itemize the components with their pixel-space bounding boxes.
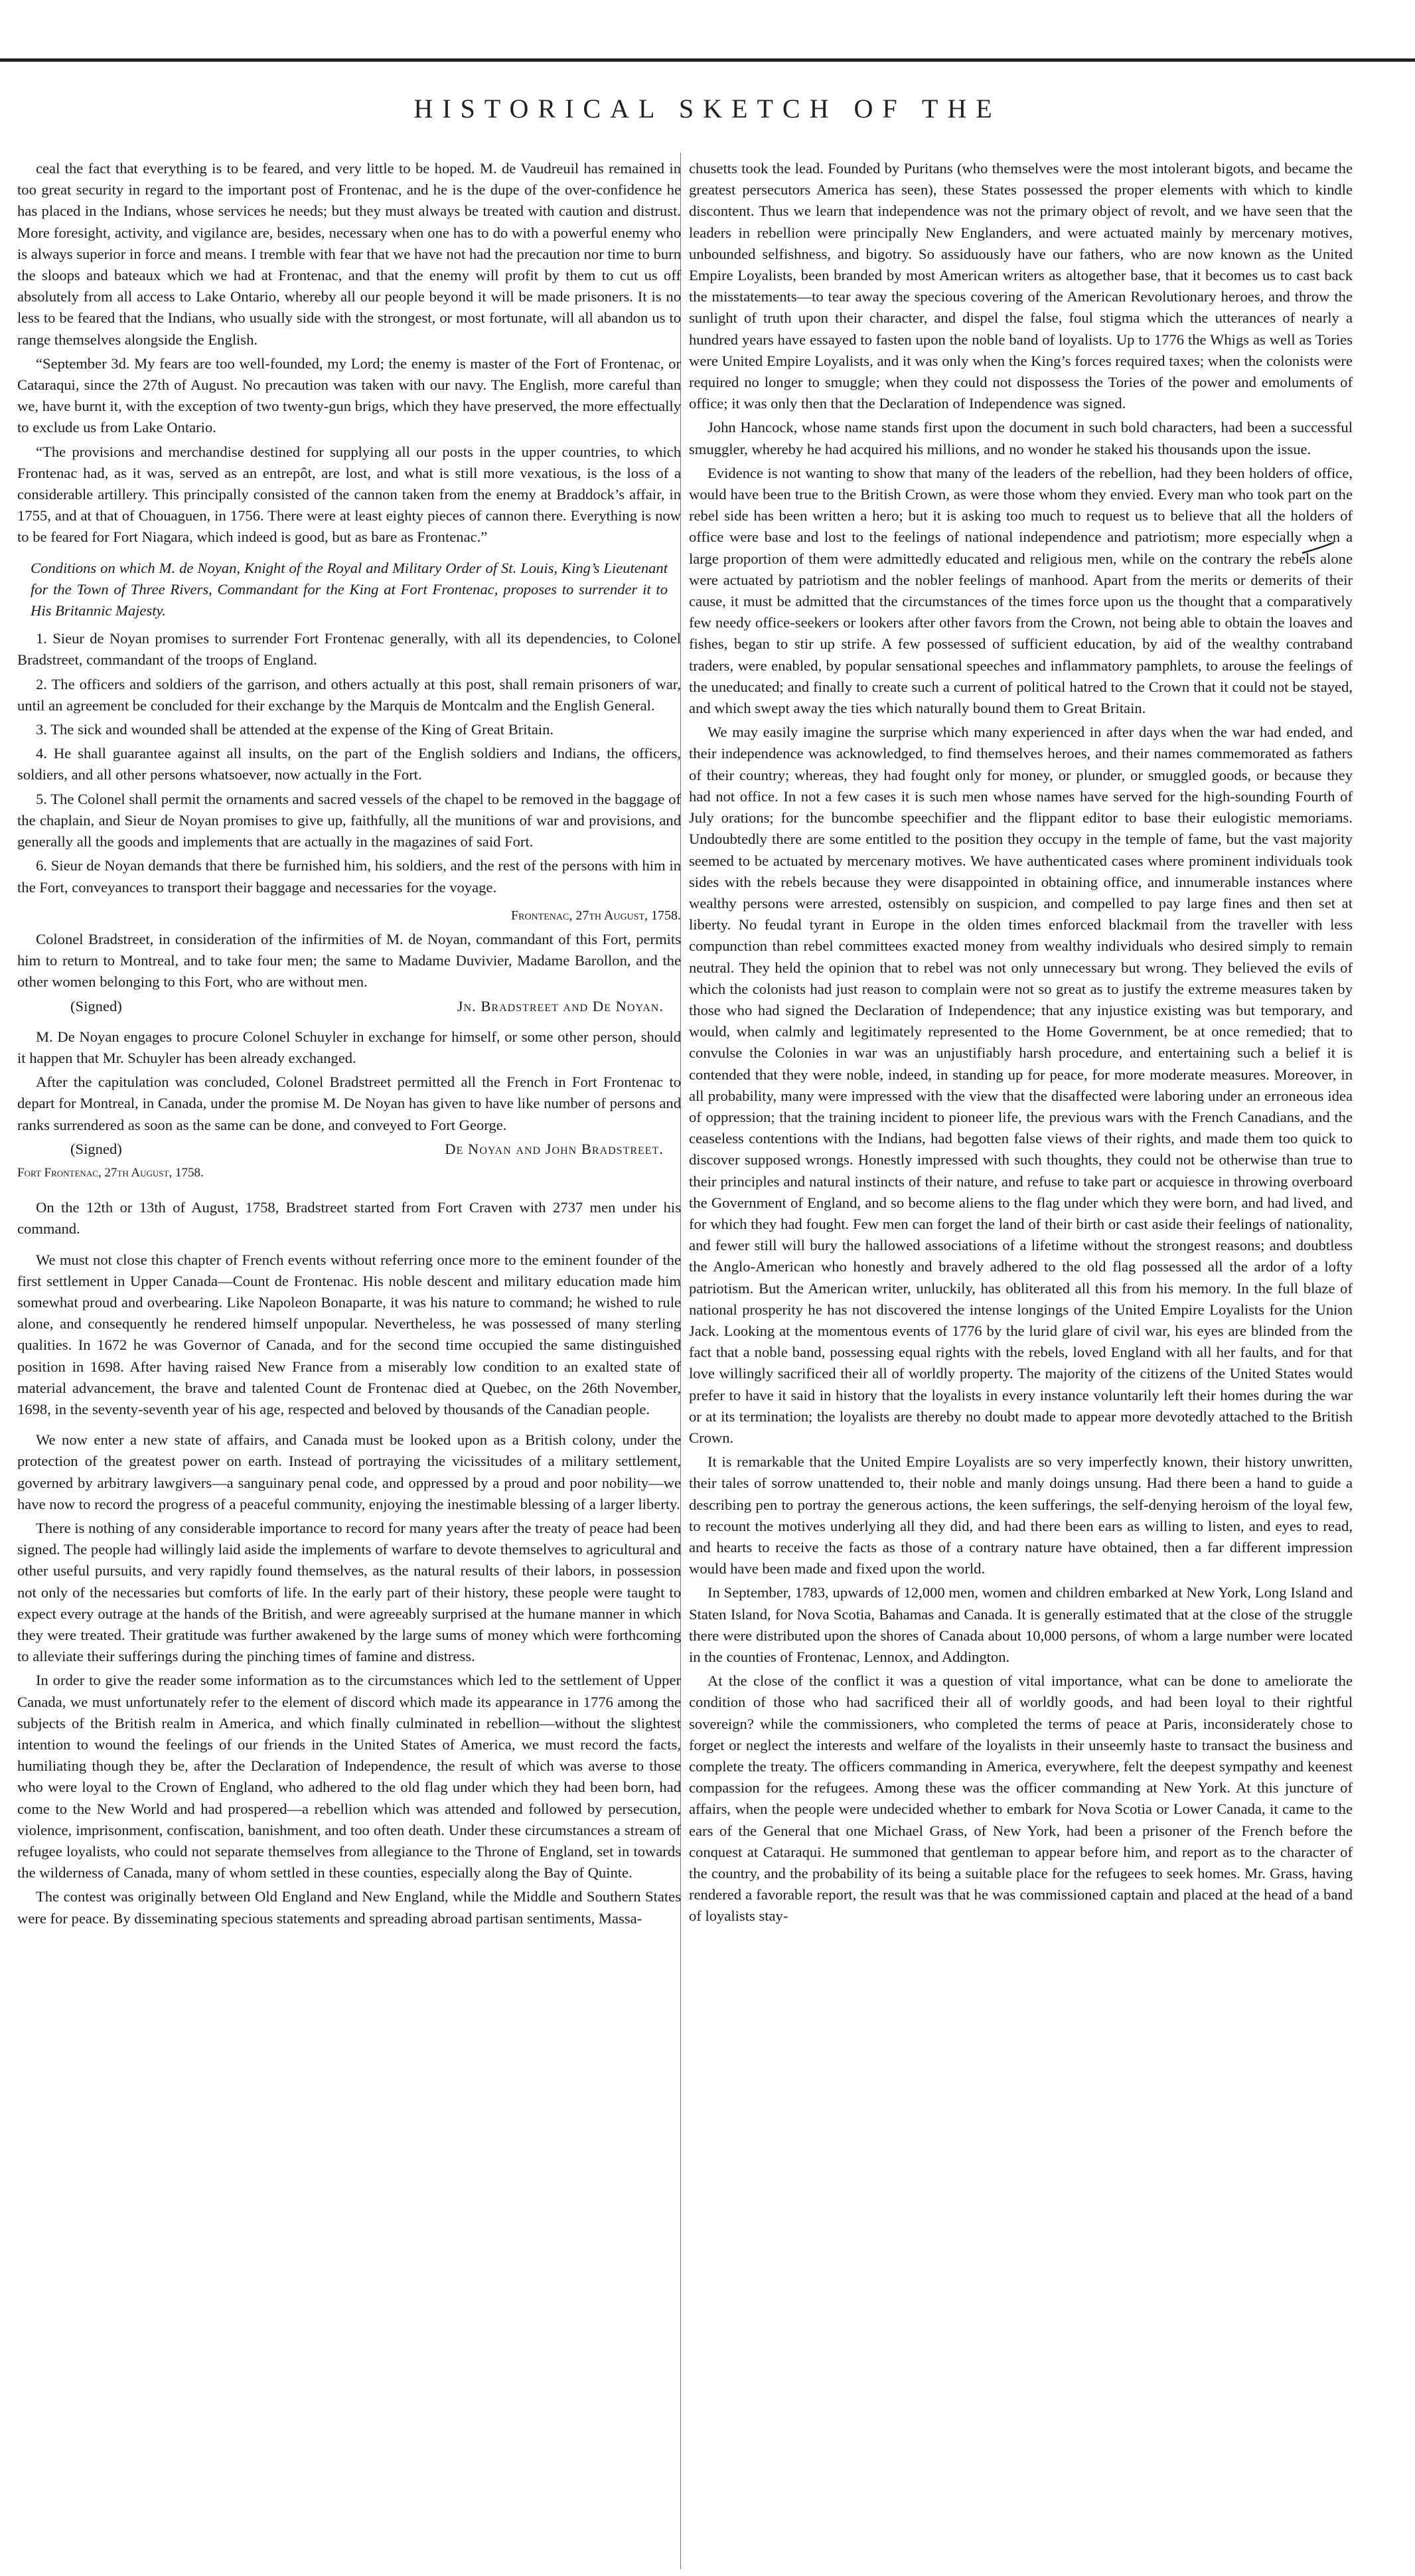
condition-item: 4. He shall guarantee against all insults, on the part of the English soldiers and Indians, the officers, soldiers, and all other persons whatsoever, now actually in the Fort.: [17, 745, 681, 783]
condition-item: 1. Sieur de Noyan promises to surrender Fort Frontenac generally, with all its dependencies, to Colonel Bradstreet, commandant of the troops of England.: [17, 630, 681, 669]
signed-label: (Signed): [70, 1140, 122, 1157]
condition-item: 6. Sieur de Noyan demands that there be furnished him, his soldiers, and the rest of the persons with him in the Fort, conveyances to transport their baggage and necessaries for the voyage.: [17, 857, 681, 896]
paragraph: We must not close this chapter of French events without referring once more to the eminent founder of the first settlement in Upper Canada—Count de Frontenac. His noble descent and military education made him somewhat proud and overbearing. Like Napoleon Bonaparte, it was his nature to command; he wished to rule alone, and consequently he rendered himself unpopular. Nevertheless, he was possessed of many sterling qualities. In 1672 he was Governor of Canada, and for the second time occupied the same distinguished position in 1698. After having raised New France from a miserably low condition to an exalted state of material advancement, the brave and talented Count de Frontenac died at Quebec, on the 26th November, 1698, in the seventy-seventh year of his age, respected and beloved by thousands of the Canadian people.: [17, 1251, 681, 1417]
pen-mark-icon: [1301, 541, 1335, 556]
running-header: HISTORICAL SKETCH OF THE: [413, 94, 1002, 123]
top-rule: [0, 58, 1415, 62]
paragraph: At the close of the conflict it was a question of vital importance, what can be done to ameliorate the condition of those who had sacrificed their all of worldly goods, and had been loyal to their rightful sovereign? while the commissioners, who completed the terms of peace at Paris, inconsiderately chose to forget or neglect the interests and welfare of the loyalists in their unseemly haste to transact the business and complete the treaty. The officers commanding in America, everywhere, felt the deepest sympathy and keenest compassion for the refugees. Among these was the officer commanding at New York. At this juncture of affairs, when the people were undecided whether to embark for Nova Scotia or Lower Canada, it came to the ears of the General that one Michael Grass, of New York, had been a prisoner of the French before the conquest at Cataraqui. He summoned that gentleman to appear before him, and report as to the character of the country, and the probability of its being a suitable place for the refugees to seek homes. Mr. Grass, having rendered a favorable report, the result was that he was commissioned captain and placed at the head of a band of loyalists stay-: [689, 1672, 1353, 1925]
bradstreet-reply: Colonel Bradstreet, in consideration of the infirmities of M. de Noyan, commandant of this Fort, permits him to return to Montreal, and to take four men; the same to Madame Duvivier, Madame Barollon, and the other women belonging to this Fort, who are without men.: [17, 930, 681, 991]
condition-item: 3. The sick and wounded shall be attended at the expense of the King of Great Britain.: [36, 721, 554, 738]
paragraph: We may easily imagine the surprise which many experienced in after days when the war had ended, and their independence was acknowledged, to find themselves heroes, and their names commemorated as fathers of their country; whereas, they had fought only for money, or plunder, or smuggled goods, or because they had not office. In not a few cases it is such men whose names have served for the high-sounding Fourth of July orations; for the buncombe speechifier and the flippant editor to base their eulogistic memoriams. Undoubtedly there are some entitled to the position they occupy in the temple of fame, but the vast majority seemed to be actuated by mercenary motives. We have authenticated cases where prominent individuals took sides with the rebels because they were disappointed in obtaining office, and innumerable instances where wealthy persons were arrested, ostensibly on suspicion, and compelled to pay large fines and then set at liberty. No feudal tyrant in Europe in the olden times enforced blackmail from the traveller with less compunction than rebel committees exacted money from wealthy individuals who desired simply to remain neutral. They held the opinion that to rebel was not only unnecessary but wrong. They believed the evils of which the colonists had just reason to complain were not so great as to justify the extreme measures taken by those who had signed the Declaration of Independence; that any injustice existing was but temporary, and would, when calmly and legitimately represented to the Home Government, be at once remedied; that to convulse the Colonies in war was an unjustifiably harsh procedure, and entertaining such a belief it is contended that they were noble, indeed, in standing up for peace, for more moderate measures. Moreover, in all probability, many were impressed with the view that the disaffected were laboring under an erroneous idea of oppression; that the training incident to pioneer life, the previous wars with the French Canadians, and the ceaseless contentions with the Indians, had begotten false views of their rights, and made them too quick to discover supposed wrongs. Honestly impressed with such thoughts, they could not be otherwise than true to their principles and natural instincts of their nature, and refuse to take part or acquiesce in throwing overboard the Government of England, and so become aliens to the flag under which they were born, and had lived, and for which they had fought. Few men can forget the land of their birth or cast aside their feelings of nationality, and fewer still will bury the hallowed associations of a lifetime without the strongest reasons; and doubtless the Anglo-American who honestly and bravely adhered to the old flag possessed all the ardor of a lofty patriotism. But the American writer, unluckily, has obliterated all this from his memory. In the full blaze of national prosperity he has not discovered the intense longings of the United Empire Loyalists for the Union Jack. Looking at the momentous events of 1776 by the lurid glare of civil war, his eyes are blinded from the fact that a noble band, possessing equal rights with the rebels, loved England with all her faults, and for that love willingly sacrificed their all of worldly property. The majority of the citizens of the United States would prefer to have it said in history that the loyalists in every instance voluntarily left their homes during the war or at its termination; the loyalists are thereby no doubt made to appear more devotedly attached to the British Crown.: [689, 724, 1353, 1446]
left-column: [17, 158, 681, 1932]
conditions-heading: Conditions on which M. de Noyan, Knight of the Royal and Military Order of St. Louis, King’s Lieutenant for the Town of Three Rivers, Commandant for the King at Fort Frontenac, proposes to surrender it to His Britannic Majesty.: [31, 559, 668, 619]
signature-line: [17, 1139, 681, 1160]
paragraph: In September, 1783, upwards of 12,000 men, women and children embarked at New York, Long Island and Staten Island, for Nova Scotia, Bahamas and Canada. It is generally estimated that at the close of the struggle there were distributed upon the shores of Canada about 10,000 persons, of whom a large number were located in the counties of Frontenac, Lennox, and Addington.: [689, 1584, 1353, 1666]
paragraph: On the 12th or 13th of August, 1758, Bradstreet started from Fort Craven with 2737 men under his command.: [17, 1199, 681, 1238]
paragraph: Evidence is not wanting to show that many of the leaders of the rebellion, had they been holders of office, would have been true to the British Crown, as were those whom they envied. Every man who took part on the rebel side has been written a hero; but it is asking too much to request us to believe that all the holders of office were base and lost to the feelings of national independence and patriotism; more especially when a large proportion of them were admittedly educated and religious men, while on the contrary the rebels alone were actuated by patriotism and the nobler feelings of manhood. Apart from the merits or demerits of their cause, it must be admitted that the circumstances of the times force upon us the thought that a comparatively few needy office-seekers or lookers after other favors from the Crown, not being able to obtain the loaves and fishes, began to stir up strife. A few possessed of sufficient education, by aid of the wealthy contraband traders, were enabled, by popular sensational speeches and inflammatory pamphlets, to arouse the feelings of the uneducated; and finally to create such a current of political hatred to the Crown that it could not be stayed, and which swept away the ties which naturally bound them to Great Britain.: [689, 464, 1353, 717]
condition-item: 2. The officers and soldiers of the garrison, and others actually at this post, shall remain prisoners of war, until an agreement be concluded for their exchange by the Marquis de Montcalm and the English General.: [17, 675, 681, 714]
paragraph: “September 3d. My fears are too well-founded, my Lord; the enemy is master of the Fort of Frontenac, or Cataraqui, since the 27th of August. No precaution was taken with our navy. The English, more careful than we, have burnt it, with the exception of two twenty-gun brigs, which they have preserved, the more effectually to exclude us from Lake Ontario.: [17, 355, 681, 436]
dateline: Frontenac, 27th August, 1758.: [510, 908, 681, 923]
paragraph: chusetts took the lead. Founded by Puritans (who themselves were the most intolerant bigots, and became the greatest persecutors America has seen), these States possessed the proper elements with which to kindle discontent. Thus we learn that independence was not the primary object of revolt, and we have seen that the leaders in rebellion were principally New Englanders, and were actuated mainly by mercenary motives, unbounded selfishness, and bigotry. So assiduously have our fathers, who are now known as the United Empire Loyalists, been branded by most American writers as altogether base, that it becomes us to cast back the misstatements—to tear away the specious covering of the American Revolutionary heroes, and throw the sunlight of truth upon their character, and dispel the false, foul stigma which the utterances of nearly a hundred years have essayed to fasten upon the noble band of loyalists. Up to 1776 the Whigs as well as Tories were United Empire Loyalists, and it was only when the King’s forces required taxes; when the colonists were required no longer to smuggle; when they could not dispossess the Tories of the power and emoluments of office; it was only then that the Declaration of Independence was signed.: [689, 160, 1353, 412]
signature-names: De Noyan and John Bradstreet.: [445, 1140, 664, 1157]
after-capitulation-paragraph: After the capitulation was concluded, Colonel Bradstreet permitted all the French in Fort Frontenac to depart for Montreal, in Canada, under the promise M. De Noyan has given to have like number of persons and ranks surrendered as soon as the same can be done, and conveyed to Fort George.: [17, 1074, 681, 1133]
paragraph: We now enter a new state of affairs, and Canada must be looked upon as a British colony, under the protection of the greatest power on earth. Instead of portraying the vicissitudes of a military settlement, governed by arbitrary lawgivers—a sanguinary penal code, and oppressed by a proud and poor nobility—we have now to record the progress of a peaceful community, enjoying the inestimable blessing of a larger liberty.: [17, 1431, 681, 1512]
paragraph: It is remarkable that the United Empire Loyalists are so very imperfectly known, their history unwritten, their tales of sorrow unattended to, their noble and manly doings unsung. Had there been a hand to guide a describing pen to portray the generous actions, the keen sufferings, the self-denying heroism of the loyal few, to recount the motives underlying all they did, and had there been ears as willing to listen, and eyes to read, and hearts to receive the facts as those of a contrary nature have obtained, then a far different impression would have been made and fixed upon the world.: [689, 1453, 1353, 1577]
paragraph: In order to give the reader some information as to the circumstances which led to the settlement of Upper Canada, we must unfortunately refer to the element of discord which made its appearance in 1776 among the subjects of the British realm in America, and which finally culminated in rebellion—without the slightest intention to wound the feelings of our friends in the United States of America, we must record the facts, humiliating though they be, after the Declaration of Independence, the result of which was averse to those who were loyal to the Crown of England, who adhered to the old flag under which they had been born, had come to the New World and had prospered—a rebellion which was attended and followed by persecution, violence, imprisonment, confiscation, banishment, and too often death. Under these circumstances a stream of refugee loyalists, who could not separate themselves from allegiance to the Throne of England, set in towards the wilderness of Canada, many of whom settled in these counties, especially along the Bay of Quinte.: [17, 1672, 681, 1882]
right-column: [689, 158, 1353, 1930]
condition-item: 5. The Colonel shall permit the ornaments and sacred vessels of the chapel to be removed in the baggage of the chaplain, and Sieur de Noyan promises to give up, faithfully, all the munitions of war and provisions, and generally all the goods and implements that are actually in the magazines of said Fort.: [17, 790, 681, 850]
paragraph: The contest was originally between Old England and New England, while the Middle and Southern States were for peace. By disseminating specious statements and spreading abroad partisan sentiments, Massa-: [17, 1888, 681, 1927]
signature-line: [17, 996, 681, 1017]
paragraph: There is nothing of any considerable importance to record for many years after the treaty of peace had been signed. The people had willingly laid aside the implements of warfare to devote themselves to agricultural and other useful pursuits, and very rapidly found themselves, as the natural results of their labors, in possession not only of the necessaries but comforts of life. In the early part of their history, these people were taught to expect every outrage at the hands of the British, and were agreeably surprised at the humane manner in which they were treated. Their gratitude was further awakened by the large sums of money which were forthcoming to alleviate their sufferings during the pinching times of famine and distress.: [17, 1519, 681, 1665]
paragraph: ceal the fact that everything is to be feared, and very little to be hoped. M. de Vaudreuil has remained in too great security in regard to the important post of Frontenac, and he is the dupe of the over-confidence he has placed in the Indians, whose services he needs; but they must always be treated with caution and distrust. More foresight, activity, and vigilance are, besides, necessary when one has to do with a powerful enemy who is always superior in force and means. I tremble with fear that we have not had the precaution nor time to burn the sloops and bateaux which we had at Frontenac, and that the enemy will profit by them to cut us off absolutely from all access to Lake Ontario, whereby all our people beyond it will be made prisoners. It is no less to be feared that the Indians, who usually side with the strongest, or most fortunate, will all abandon us to range themselves alongside the English.: [17, 160, 681, 348]
signature-names: Jn. Bradstreet and De Noyan.: [457, 997, 664, 1014]
schuyler-paragraph: M. De Noyan engages to procure Colonel Schuyler in exchange for himself, or some other person, should it happen that Mr. Schuyler has been already exchanged.: [17, 1028, 681, 1066]
paragraph: John Hancock, whose name stands first upon the document in such bold characters, had been a successful smuggler, whereby he had acquired his millions, and no wonder he staked his thousands upon the issue.: [689, 419, 1353, 457]
footer-dateline: Fort Frontenac, 27th August, 1758.: [17, 1165, 204, 1180]
paragraph: “The provisions and merchandise destined for supplying all our posts in the upper countries, to which Frontenac had, as it was, served as an entrepôt, are lost, and what is still more vexatious, is the loss of a considerable artillery. This principally consisted of the cannon taken from the enemy at Braddock’s affair, in 1755, and at that of Chouaguen, in 1756. There were at least eighty pieces of cannon there. Everything is now to be feared for Fort Niagara, which indeed is good, but as bare as Frontenac.”: [17, 443, 681, 546]
signed-label: (Signed): [70, 997, 122, 1014]
